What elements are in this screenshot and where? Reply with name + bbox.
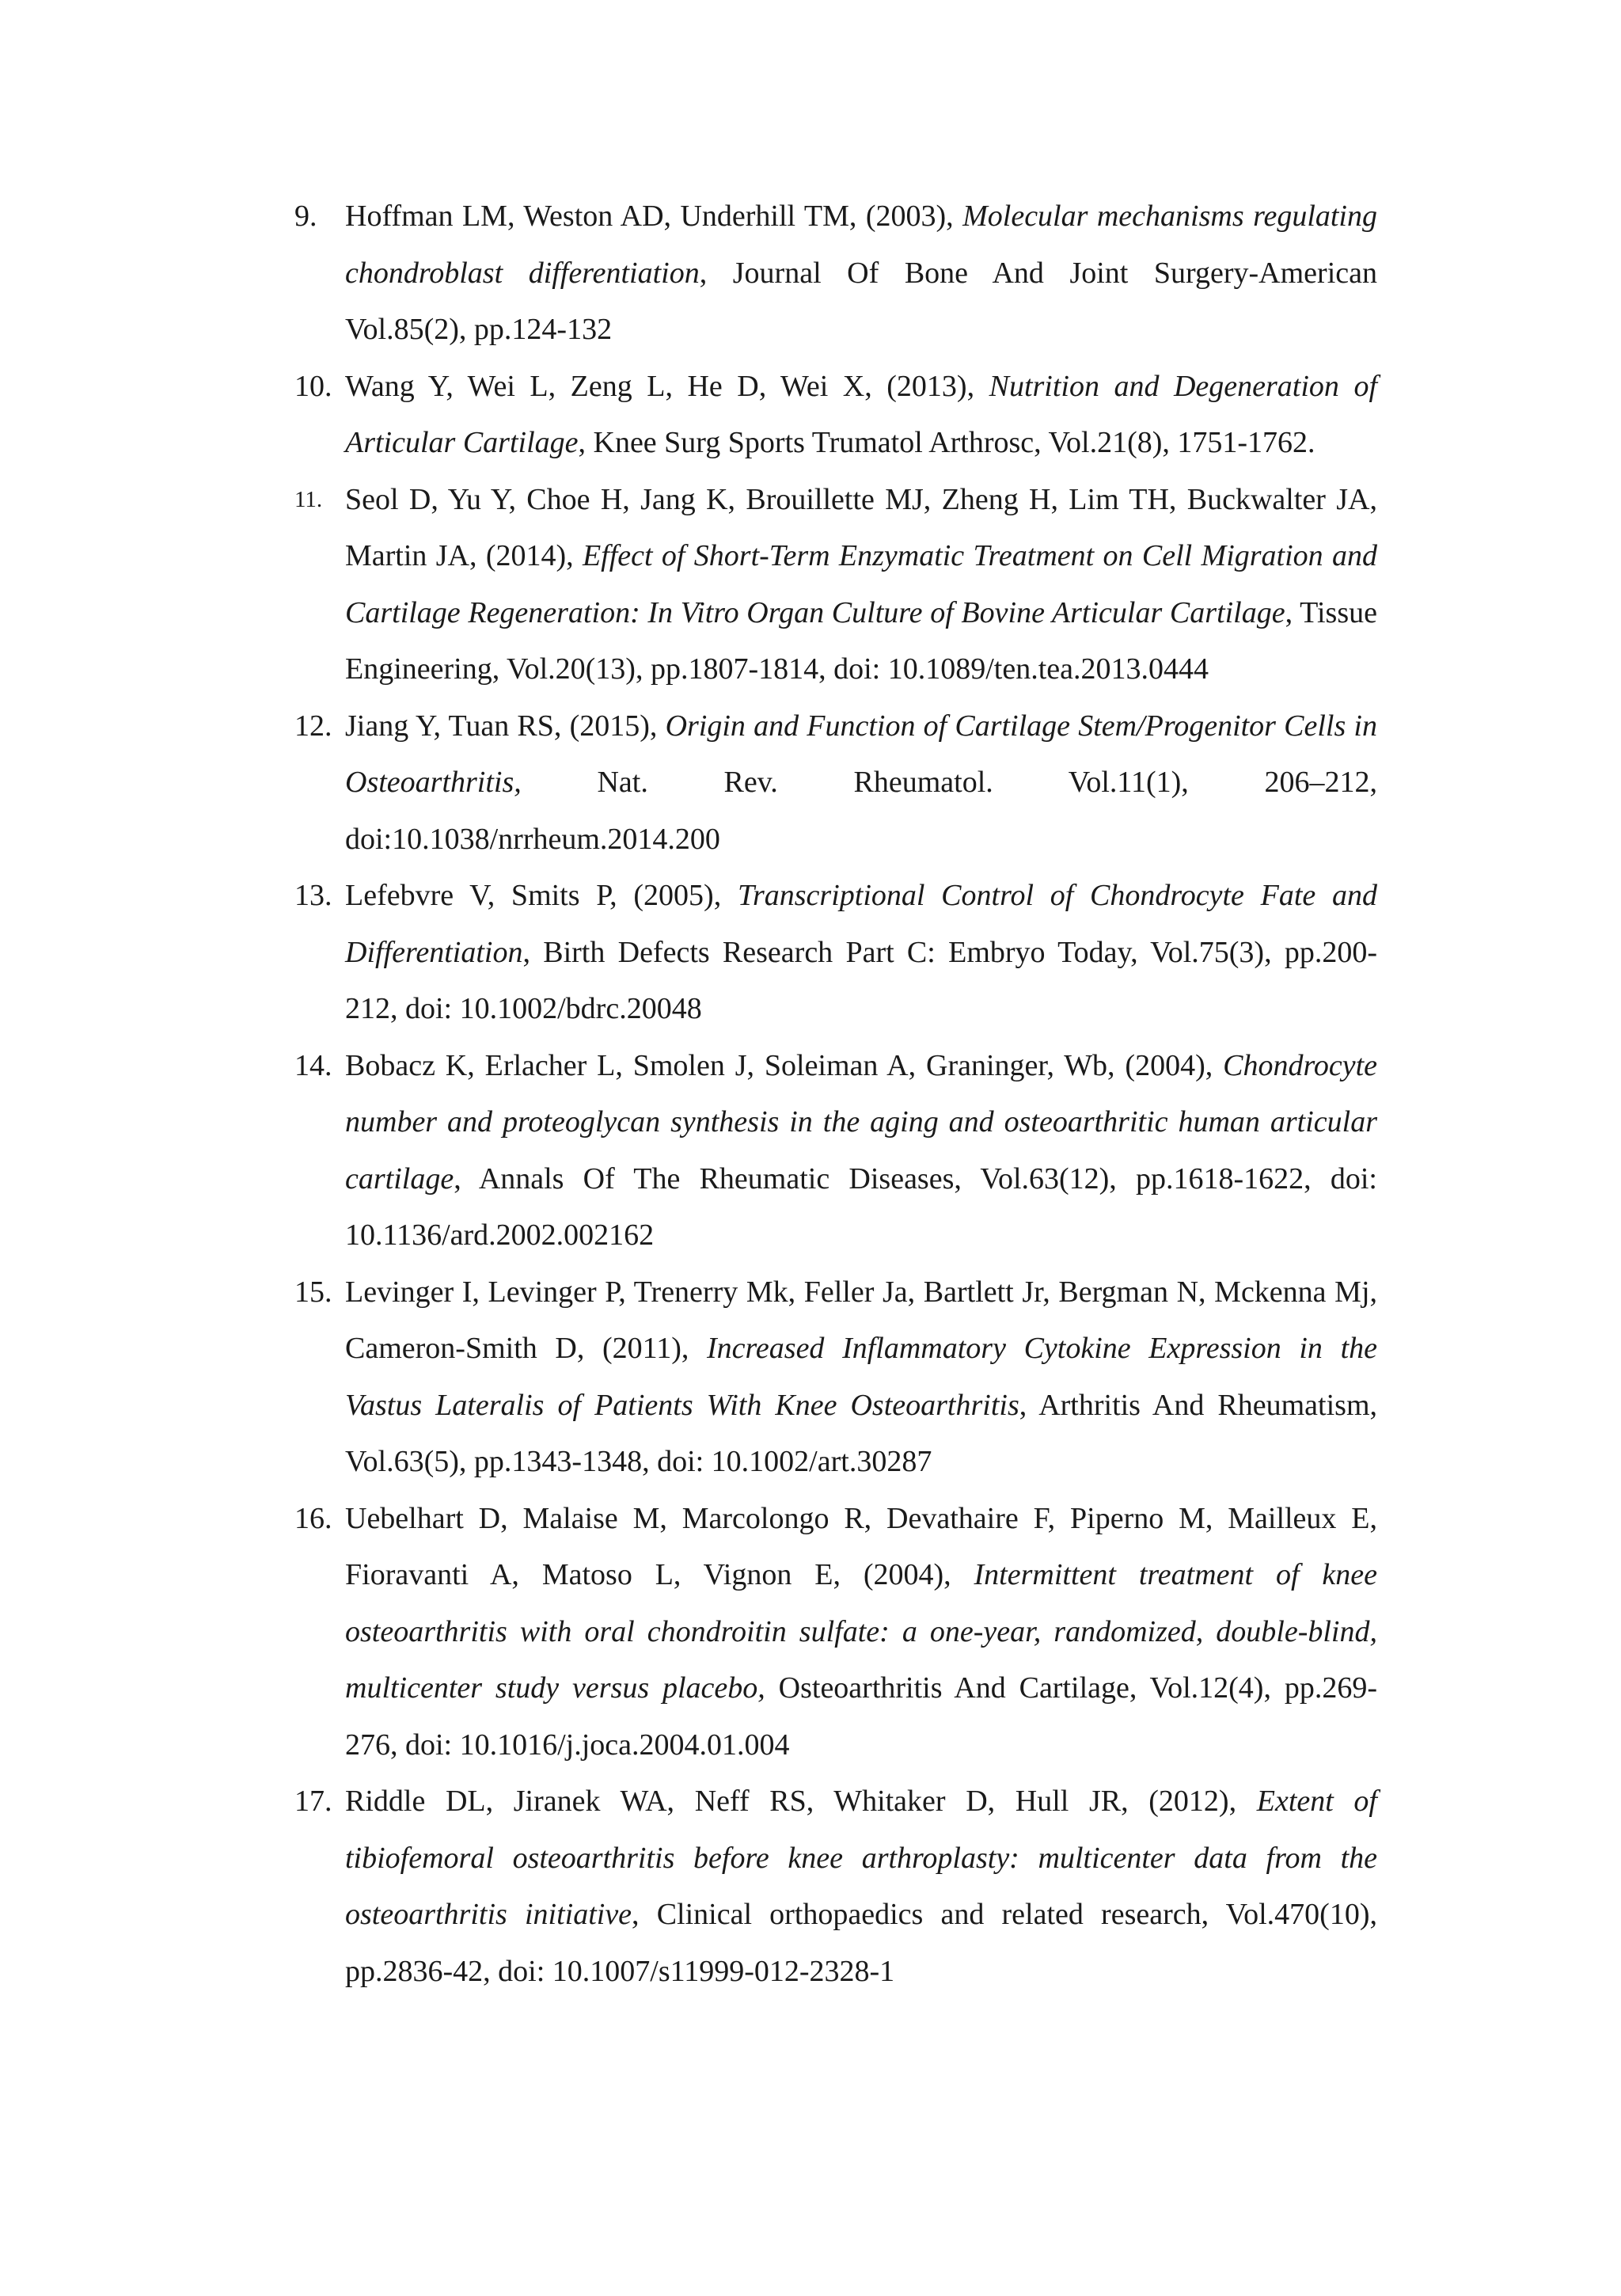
reference-number: 10. [294,369,332,403]
reference-source: , Arthritis And Rheumatism, Vol.63(5), pp.1343-1348, doi: 10.1002/art.30287 [345,1388,1377,1478]
reference-source: , Journal Of Bone And Joint Surgery-American Vol.85(2), pp.124-132 [345,256,1377,346]
reference-number: 13. [294,879,332,912]
reference-item [294,188,1377,359]
reference-source: , Clinical orthopaedics and related research, Vol.470(10), pp.2836-42, doi: 10.1007/s11999-012-2328-1 [345,1898,1377,1988]
reference-text [345,709,1377,856]
reference-authors: Bobacz K, Erlacher L, Smolen J, Soleiman A, Graninger, Wb, (2004), [345,1048,1224,1082]
reference-item [294,1773,1377,2000]
reference-source: Nat. Rev. Rheumatol. Vol.11(1), 206–212, doi:10.1038/nrrheum.2014.200 [345,766,1377,856]
reference-item [294,359,1377,472]
reference-authors: Levinger I, Levinger P, Trenerry Mk, Feller Ja, Bartlett Jr, Bergman N, Mckenna Mj, Cameron-Smith D, (2011), [345,1275,1377,1365]
reference-authors: Hoffman LM, Weston AD, Underhill TM, (2003), [345,200,963,233]
reference-authors: Wang Y, Wei L, Zeng L, He D, Wei X, (2013), [345,369,989,403]
reference-title: Chondrocyte number and proteoglycan synthesis in the aging and osteoarthritic human articular cartilage [345,1048,1377,1196]
reference-item [294,698,1377,869]
reference-authors: Riddle DL, Jiranek WA, Neff RS, Whitaker D, Hull JR, (2012), [345,1785,1257,1818]
reference-item [294,472,1377,698]
reference-number: 17. [294,1785,332,1818]
reference-item [294,1038,1377,1264]
reference-text [345,1785,1377,1988]
reference-text [345,200,1377,346]
reference-authors: Jiang Y, Tuan RS, (2015), [345,709,666,743]
reference-source: , Birth Defects Research Part C: Embryo Today, Vol.75(3), pp.200-212, doi: 10.1002/bdrc.20048 [345,935,1377,1025]
reference-title: Molecular mechanisms regulating chondroblast differentiation [345,200,1377,290]
reference-item [294,1491,1377,1774]
reference-title: Origin and Function of Cartilage Stem/Progenitor Cells in Osteoarthritis, [345,709,1377,799]
reference-authors: Seol D, Yu Y, Choe H, Jang K, Brouillette MJ, Zheng H, Lim TH, Buckwalter JA, Martin JA, (2014), [345,482,1377,572]
reference-text [345,1502,1377,1762]
reference-number: 14. [294,1048,332,1082]
reference-number: 16. [294,1501,332,1535]
reference-number: 15. [294,1275,332,1309]
reference-item [294,1264,1377,1491]
reference-title: Increased Inflammatory Cytokine Expression in the Vastus Lateralis of Patients With Knee Osteoarthritis [345,1332,1377,1422]
reference-authors: Uebelhart D, Malaise M, Marcolongo R, Devathaire F, Piperno M, Mailleux E, Fioravanti A, Matoso L, Vignon E, (2004), [345,1501,1377,1591]
reference-title: Effect of Short-Term Enzymatic Treatment on Cell Migration and Cartilage Regeneration: In Vitro Organ Culture of Bovine Articular Cartilage [345,539,1377,629]
reference-text [345,370,1377,460]
reference-text [345,483,1377,686]
reference-list [294,188,1377,2000]
reference-authors: Lefebvre V, Smits P, (2005), [345,879,738,912]
reference-text [345,1275,1377,1479]
reference-text [345,1049,1377,1253]
reference-source: , Annals Of The Rheumatic Diseases, Vol.63(12), pp.1618-1622, doi: 10.1136/ard.2002.002162 [345,1161,1377,1252]
reference-source: , Knee Surg Sports Trumatol Arthrosc, Vol.21(8), 1751-1762. [578,426,1315,459]
reference-title: Intermittent treatment of knee osteoarthritis with oral chondroitin sulfate: a one-year, randomized, double-blind, multicenter study versus placebo, [345,1558,1377,1705]
reference-source: , Tissue Engineering, Vol.20(13), pp.1807-1814, doi: 10.1089/ten.tea.2013.0444 [345,595,1377,686]
reference-number: 11. [294,486,323,512]
reference-title: Extent of tibiofemoral osteoarthritis before knee arthroplasty: multicenter data from the osteoarthritis initiative [345,1785,1377,1931]
reference-number: 9. [294,200,317,233]
reference-source: Osteoarthritis And Cartilage, Vol.12(4), pp.269-276, doi: 10.1016/j.joca.2004.01.004 [345,1671,1377,1762]
reference-title: Nutrition and Degeneration of Articular Cartilage [345,369,1377,459]
reference-text [345,879,1377,1025]
reference-title: Transcriptional Control of Chondrocyte Fate and Differentiation [345,879,1377,969]
reference-number: 12. [294,709,332,743]
reference-item [294,868,1377,1038]
